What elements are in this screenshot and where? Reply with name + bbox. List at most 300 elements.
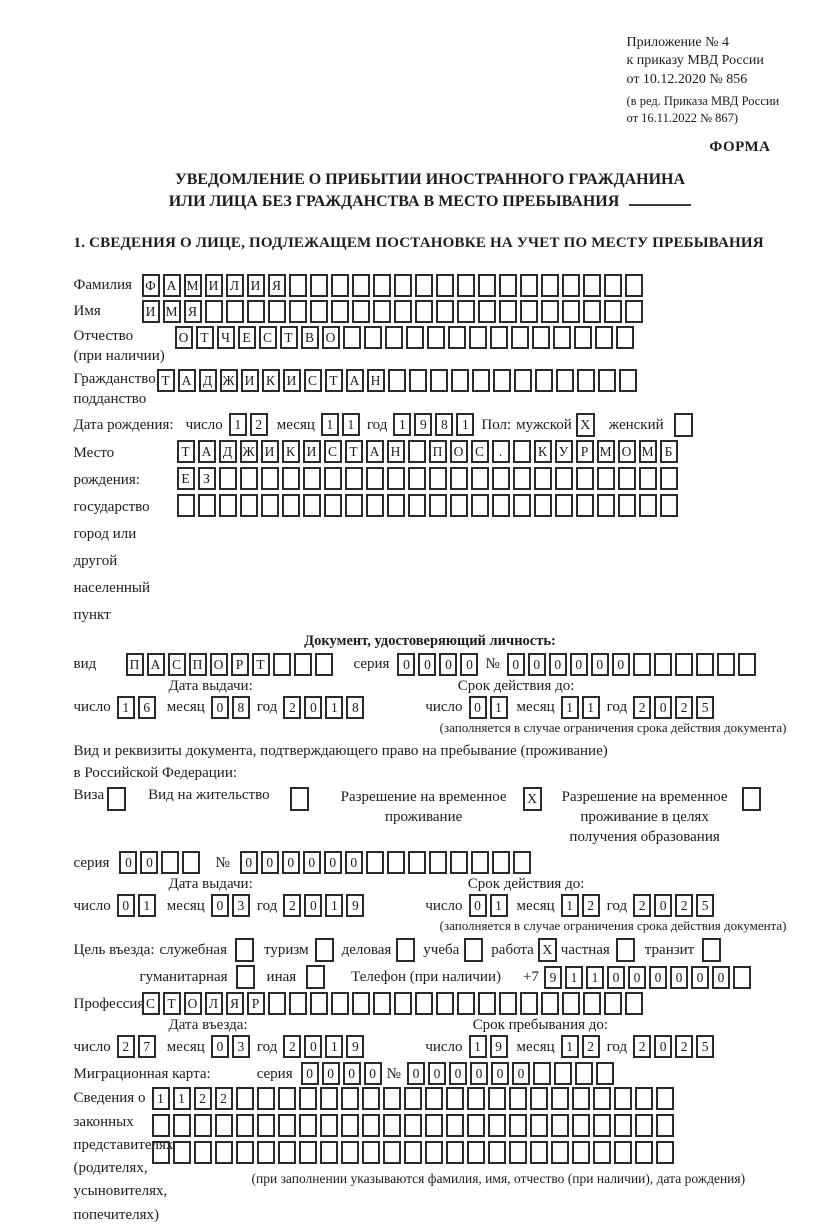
char-cell[interactable] xyxy=(593,1087,611,1110)
char-cell[interactable]: И xyxy=(142,300,160,323)
char-cell[interactable]: 1 xyxy=(325,894,343,917)
char-cell[interactable] xyxy=(733,966,751,989)
char-cell[interactable] xyxy=(345,467,363,490)
char-cell[interactable]: 2 xyxy=(675,894,693,917)
char-cell[interactable] xyxy=(520,300,538,323)
char-cell[interactable] xyxy=(257,1087,275,1110)
char-cell[interactable]: 0 xyxy=(428,1062,446,1085)
char-cell[interactable]: 0 xyxy=(282,851,300,874)
char-cell[interactable]: 0 xyxy=(460,653,478,676)
char-cell[interactable] xyxy=(415,274,433,297)
char-cell[interactable] xyxy=(562,274,580,297)
char-cell[interactable]: 0 xyxy=(261,851,279,874)
char-cell[interactable]: 1 xyxy=(173,1087,191,1110)
purpose-other-checkbox[interactable] xyxy=(306,965,325,989)
char-cell[interactable]: Ж xyxy=(240,440,258,463)
char-cell[interactable]: 0 xyxy=(304,1035,322,1058)
char-cell[interactable] xyxy=(554,1062,572,1085)
char-cell[interactable]: С xyxy=(324,440,342,463)
char-cell[interactable]: 0 xyxy=(469,696,487,719)
char-cell[interactable]: О xyxy=(322,326,340,349)
char-cell[interactable] xyxy=(257,1141,275,1164)
char-cell[interactable] xyxy=(488,1114,506,1137)
char-cell[interactable] xyxy=(429,494,447,517)
char-cell[interactable] xyxy=(362,1087,380,1110)
char-cell[interactable]: 1 xyxy=(325,696,343,719)
char-cell[interactable] xyxy=(268,992,286,1015)
char-cell[interactable] xyxy=(366,467,384,490)
char-cell[interactable] xyxy=(467,1114,485,1137)
char-cell[interactable] xyxy=(343,326,361,349)
char-cell[interactable]: 1 xyxy=(321,413,339,436)
char-cell[interactable]: М xyxy=(639,440,657,463)
char-cell[interactable] xyxy=(161,851,179,874)
char-cell[interactable] xyxy=(299,1087,317,1110)
char-cell[interactable]: Р xyxy=(576,440,594,463)
char-cell[interactable]: 1 xyxy=(561,894,579,917)
char-cell[interactable]: 1 xyxy=(561,696,579,719)
char-cell[interactable]: Ж xyxy=(220,369,238,392)
char-cell[interactable]: 0 xyxy=(491,1062,509,1085)
char-cell[interactable] xyxy=(261,494,279,517)
char-cell[interactable] xyxy=(509,1114,527,1137)
char-cell[interactable]: 1 xyxy=(469,1035,487,1058)
char-cell[interactable] xyxy=(450,851,468,874)
char-cell[interactable]: 2 xyxy=(633,894,651,917)
char-cell[interactable]: А xyxy=(163,274,181,297)
char-cell[interactable]: С xyxy=(168,653,186,676)
char-cell[interactable]: 2 xyxy=(675,696,693,719)
char-cell[interactable]: Т xyxy=(252,653,270,676)
char-cell[interactable] xyxy=(471,851,489,874)
char-cell[interactable]: 0 xyxy=(117,894,135,917)
char-cell[interactable]: П xyxy=(126,653,144,676)
char-cell[interactable]: Ф xyxy=(142,274,160,297)
char-cell[interactable] xyxy=(299,1141,317,1164)
char-cell[interactable] xyxy=(289,300,307,323)
char-cell[interactable] xyxy=(595,326,613,349)
char-cell[interactable]: 9 xyxy=(414,413,432,436)
char-cell[interactable] xyxy=(236,1114,254,1137)
char-cell[interactable] xyxy=(467,1141,485,1164)
char-cell[interactable] xyxy=(446,1141,464,1164)
char-cell[interactable] xyxy=(394,992,412,1015)
sex-female-checkbox[interactable] xyxy=(674,413,693,437)
char-cell[interactable]: О xyxy=(184,992,202,1015)
char-cell[interactable]: . xyxy=(492,440,510,463)
char-cell[interactable] xyxy=(294,653,312,676)
char-cell[interactable]: О xyxy=(450,440,468,463)
char-cell[interactable] xyxy=(656,1114,674,1137)
char-cell[interactable] xyxy=(362,1141,380,1164)
char-cell[interactable] xyxy=(408,440,426,463)
char-cell[interactable] xyxy=(583,300,601,323)
char-cell[interactable] xyxy=(436,992,454,1015)
char-cell[interactable] xyxy=(488,1087,506,1110)
char-cell[interactable] xyxy=(520,274,538,297)
char-cell[interactable] xyxy=(341,1087,359,1110)
char-cell[interactable]: Т xyxy=(345,440,363,463)
char-cell[interactable]: 8 xyxy=(232,696,250,719)
char-cell[interactable] xyxy=(425,1087,443,1110)
char-cell[interactable]: Р xyxy=(247,992,265,1015)
char-cell[interactable] xyxy=(520,992,538,1015)
purpose-humanitarian-checkbox[interactable] xyxy=(236,965,255,989)
char-cell[interactable] xyxy=(513,494,531,517)
char-cell[interactable]: Н xyxy=(387,440,405,463)
char-cell[interactable] xyxy=(553,326,571,349)
char-cell[interactable]: 0 xyxy=(469,894,487,917)
char-cell[interactable] xyxy=(404,1141,422,1164)
char-cell[interactable]: 0 xyxy=(570,653,588,676)
char-cell[interactable] xyxy=(383,1114,401,1137)
char-cell[interactable]: М xyxy=(184,274,202,297)
char-cell[interactable]: О xyxy=(210,653,228,676)
char-cell[interactable] xyxy=(205,300,223,323)
char-cell[interactable] xyxy=(303,467,321,490)
char-cell[interactable] xyxy=(541,992,559,1015)
char-cell[interactable]: А xyxy=(147,653,165,676)
char-cell[interactable] xyxy=(289,992,307,1015)
char-cell[interactable] xyxy=(457,300,475,323)
char-cell[interactable] xyxy=(240,467,258,490)
char-cell[interactable] xyxy=(194,1141,212,1164)
char-cell[interactable] xyxy=(425,1141,443,1164)
char-cell[interactable] xyxy=(182,851,200,874)
char-cell[interactable] xyxy=(152,1141,170,1164)
char-cell[interactable]: А xyxy=(178,369,196,392)
char-cell[interactable] xyxy=(282,494,300,517)
char-cell[interactable] xyxy=(383,1087,401,1110)
char-cell[interactable]: И xyxy=(247,274,265,297)
char-cell[interactable]: 8 xyxy=(346,696,364,719)
char-cell[interactable] xyxy=(614,1114,632,1137)
char-cell[interactable] xyxy=(173,1141,191,1164)
char-cell[interactable] xyxy=(404,1114,422,1137)
char-cell[interactable] xyxy=(387,467,405,490)
char-cell[interactable] xyxy=(394,300,412,323)
char-cell[interactable]: 0 xyxy=(345,851,363,874)
char-cell[interactable]: 0 xyxy=(364,1062,382,1085)
purpose-study-checkbox[interactable] xyxy=(464,938,483,962)
char-cell[interactable]: А xyxy=(366,440,384,463)
char-cell[interactable]: 2 xyxy=(117,1035,135,1058)
char-cell[interactable] xyxy=(619,369,637,392)
char-cell[interactable] xyxy=(373,992,391,1015)
char-cell[interactable]: П xyxy=(429,440,447,463)
char-cell[interactable] xyxy=(331,300,349,323)
char-cell[interactable]: 0 xyxy=(211,696,229,719)
char-cell[interactable] xyxy=(278,1141,296,1164)
char-cell[interactable] xyxy=(408,494,426,517)
char-cell[interactable]: А xyxy=(198,440,216,463)
char-cell[interactable] xyxy=(541,300,559,323)
char-cell[interactable] xyxy=(310,300,328,323)
char-cell[interactable] xyxy=(373,300,391,323)
char-cell[interactable] xyxy=(341,1141,359,1164)
char-cell[interactable] xyxy=(577,369,595,392)
char-cell[interactable] xyxy=(320,1114,338,1137)
char-cell[interactable] xyxy=(415,992,433,1015)
char-cell[interactable] xyxy=(574,326,592,349)
char-cell[interactable]: 9 xyxy=(346,1035,364,1058)
char-cell[interactable]: 0 xyxy=(654,1035,672,1058)
char-cell[interactable]: В xyxy=(301,326,319,349)
char-cell[interactable] xyxy=(499,274,517,297)
char-cell[interactable] xyxy=(513,851,531,874)
char-cell[interactable]: 2 xyxy=(582,894,600,917)
char-cell[interactable]: С xyxy=(259,326,277,349)
char-cell[interactable] xyxy=(597,467,615,490)
char-cell[interactable] xyxy=(492,494,510,517)
char-cell[interactable]: 1 xyxy=(117,696,135,719)
char-cell[interactable] xyxy=(448,326,466,349)
char-cell[interactable]: 5 xyxy=(696,894,714,917)
temp-residence-checkbox[interactable]: X xyxy=(523,787,542,811)
char-cell[interactable] xyxy=(299,1114,317,1137)
char-cell[interactable]: К xyxy=(282,440,300,463)
char-cell[interactable] xyxy=(450,467,468,490)
char-cell[interactable] xyxy=(633,653,651,676)
char-cell[interactable] xyxy=(738,653,756,676)
char-cell[interactable] xyxy=(513,440,531,463)
char-cell[interactable] xyxy=(530,1141,548,1164)
char-cell[interactable] xyxy=(583,274,601,297)
char-cell[interactable] xyxy=(406,326,424,349)
purpose-private-checkbox[interactable] xyxy=(616,938,635,962)
char-cell[interactable]: 0 xyxy=(119,851,137,874)
char-cell[interactable] xyxy=(535,369,553,392)
char-cell[interactable] xyxy=(575,1062,593,1085)
char-cell[interactable] xyxy=(385,326,403,349)
char-cell[interactable]: 0 xyxy=(324,851,342,874)
char-cell[interactable] xyxy=(240,494,258,517)
char-cell[interactable]: 0 xyxy=(449,1062,467,1085)
char-cell[interactable] xyxy=(310,274,328,297)
char-cell[interactable]: 0 xyxy=(397,653,415,676)
char-cell[interactable] xyxy=(273,653,291,676)
char-cell[interactable]: 0 xyxy=(654,696,672,719)
char-cell[interactable] xyxy=(656,1087,674,1110)
char-cell[interactable] xyxy=(551,1141,569,1164)
char-cell[interactable]: С xyxy=(471,440,489,463)
char-cell[interactable]: 7 xyxy=(138,1035,156,1058)
char-cell[interactable] xyxy=(457,274,475,297)
char-cell[interactable] xyxy=(604,300,622,323)
char-cell[interactable] xyxy=(471,494,489,517)
char-cell[interactable]: К xyxy=(262,369,280,392)
char-cell[interactable] xyxy=(717,653,735,676)
char-cell[interactable] xyxy=(555,467,573,490)
char-cell[interactable] xyxy=(597,494,615,517)
char-cell[interactable]: 1 xyxy=(561,1035,579,1058)
char-cell[interactable]: Т xyxy=(157,369,175,392)
char-cell[interactable]: 9 xyxy=(490,1035,508,1058)
char-cell[interactable]: 1 xyxy=(490,696,508,719)
char-cell[interactable] xyxy=(436,300,454,323)
char-cell[interactable]: А xyxy=(346,369,364,392)
char-cell[interactable]: 0 xyxy=(654,894,672,917)
char-cell[interactable] xyxy=(352,992,370,1015)
char-cell[interactable]: О xyxy=(175,326,193,349)
char-cell[interactable]: 0 xyxy=(549,653,567,676)
char-cell[interactable] xyxy=(215,1114,233,1137)
char-cell[interactable]: И xyxy=(205,274,223,297)
purpose-business-checkbox[interactable] xyxy=(235,938,254,962)
char-cell[interactable] xyxy=(198,494,216,517)
char-cell[interactable]: О xyxy=(618,440,636,463)
char-cell[interactable] xyxy=(618,467,636,490)
char-cell[interactable] xyxy=(604,274,622,297)
char-cell[interactable] xyxy=(551,1114,569,1137)
char-cell[interactable]: 1 xyxy=(456,413,474,436)
char-cell[interactable] xyxy=(562,992,580,1015)
sex-male-checkbox[interactable]: X xyxy=(576,413,595,437)
char-cell[interactable] xyxy=(324,494,342,517)
char-cell[interactable] xyxy=(341,1114,359,1137)
char-cell[interactable] xyxy=(583,992,601,1015)
char-cell[interactable]: 2 xyxy=(633,696,651,719)
char-cell[interactable]: 1 xyxy=(152,1087,170,1110)
char-cell[interactable]: 2 xyxy=(633,1035,651,1058)
char-cell[interactable] xyxy=(478,274,496,297)
char-cell[interactable]: 0 xyxy=(607,966,625,989)
char-cell[interactable]: 6 xyxy=(138,696,156,719)
char-cell[interactable]: 0 xyxy=(439,653,457,676)
char-cell[interactable] xyxy=(261,467,279,490)
char-cell[interactable] xyxy=(430,369,448,392)
char-cell[interactable] xyxy=(696,653,714,676)
char-cell[interactable] xyxy=(352,274,370,297)
char-cell[interactable] xyxy=(604,992,622,1015)
char-cell[interactable] xyxy=(387,494,405,517)
char-cell[interactable]: И xyxy=(261,440,279,463)
char-cell[interactable] xyxy=(152,1114,170,1137)
char-cell[interactable] xyxy=(514,369,532,392)
purpose-tourism-checkbox[interactable] xyxy=(315,938,334,962)
char-cell[interactable] xyxy=(408,467,426,490)
char-cell[interactable]: 3 xyxy=(232,894,250,917)
char-cell[interactable]: Р xyxy=(231,653,249,676)
char-cell[interactable] xyxy=(596,1062,614,1085)
char-cell[interactable]: Т xyxy=(280,326,298,349)
char-cell[interactable] xyxy=(324,467,342,490)
residence-permit-checkbox[interactable] xyxy=(290,787,309,811)
char-cell[interactable] xyxy=(331,992,349,1015)
char-cell[interactable] xyxy=(268,300,286,323)
char-cell[interactable]: У xyxy=(555,440,573,463)
char-cell[interactable] xyxy=(625,274,643,297)
char-cell[interactable] xyxy=(499,300,517,323)
char-cell[interactable]: Е xyxy=(238,326,256,349)
char-cell[interactable] xyxy=(310,992,328,1015)
char-cell[interactable]: 0 xyxy=(470,1062,488,1085)
char-cell[interactable] xyxy=(513,467,531,490)
char-cell[interactable]: Д xyxy=(219,440,237,463)
char-cell[interactable] xyxy=(656,1141,674,1164)
char-cell[interactable] xyxy=(533,1062,551,1085)
char-cell[interactable]: 3 xyxy=(232,1035,250,1058)
char-cell[interactable] xyxy=(320,1087,338,1110)
char-cell[interactable]: Я xyxy=(226,992,244,1015)
char-cell[interactable]: Л xyxy=(205,992,223,1015)
char-cell[interactable] xyxy=(177,494,195,517)
char-cell[interactable]: Т xyxy=(196,326,214,349)
char-cell[interactable]: Я xyxy=(184,300,202,323)
char-cell[interactable]: 0 xyxy=(343,1062,361,1085)
char-cell[interactable] xyxy=(215,1141,233,1164)
char-cell[interactable] xyxy=(469,326,487,349)
char-cell[interactable] xyxy=(625,992,643,1015)
char-cell[interactable]: М xyxy=(597,440,615,463)
char-cell[interactable]: К xyxy=(534,440,552,463)
char-cell[interactable] xyxy=(614,1087,632,1110)
char-cell[interactable]: 2 xyxy=(283,696,301,719)
char-cell[interactable] xyxy=(576,494,594,517)
char-cell[interactable]: П xyxy=(189,653,207,676)
char-cell[interactable] xyxy=(352,300,370,323)
char-cell[interactable] xyxy=(236,1141,254,1164)
char-cell[interactable] xyxy=(593,1141,611,1164)
char-cell[interactable]: 0 xyxy=(301,1062,319,1085)
char-cell[interactable]: З xyxy=(198,467,216,490)
char-cell[interactable] xyxy=(366,494,384,517)
char-cell[interactable] xyxy=(429,851,447,874)
char-cell[interactable] xyxy=(409,369,427,392)
char-cell[interactable]: 0 xyxy=(528,653,546,676)
char-cell[interactable]: 1 xyxy=(138,894,156,917)
char-cell[interactable]: 0 xyxy=(240,851,258,874)
char-cell[interactable] xyxy=(388,369,406,392)
purpose-work-checkbox[interactable]: X xyxy=(538,938,557,962)
char-cell[interactable] xyxy=(450,494,468,517)
char-cell[interactable]: 0 xyxy=(649,966,667,989)
char-cell[interactable] xyxy=(394,274,412,297)
char-cell[interactable]: Я xyxy=(268,274,286,297)
char-cell[interactable]: И xyxy=(241,369,259,392)
char-cell[interactable]: 5 xyxy=(696,696,714,719)
char-cell[interactable] xyxy=(675,653,693,676)
char-cell[interactable] xyxy=(493,369,511,392)
char-cell[interactable]: 2 xyxy=(283,1035,301,1058)
char-cell[interactable] xyxy=(532,326,550,349)
char-cell[interactable]: 1 xyxy=(229,413,247,436)
char-cell[interactable]: 0 xyxy=(612,653,630,676)
purpose-transit-checkbox[interactable] xyxy=(702,938,721,962)
char-cell[interactable] xyxy=(451,369,469,392)
char-cell[interactable] xyxy=(364,326,382,349)
char-cell[interactable] xyxy=(499,992,517,1015)
char-cell[interactable] xyxy=(446,1114,464,1137)
char-cell[interactable]: 8 xyxy=(435,413,453,436)
char-cell[interactable] xyxy=(534,494,552,517)
char-cell[interactable] xyxy=(530,1087,548,1110)
char-cell[interactable]: М xyxy=(163,300,181,323)
char-cell[interactable]: 0 xyxy=(211,1035,229,1058)
char-cell[interactable] xyxy=(425,1114,443,1137)
char-cell[interactable] xyxy=(511,326,529,349)
char-cell[interactable]: 0 xyxy=(322,1062,340,1085)
char-cell[interactable] xyxy=(247,300,265,323)
char-cell[interactable] xyxy=(572,1087,590,1110)
char-cell[interactable] xyxy=(660,467,678,490)
char-cell[interactable] xyxy=(472,369,490,392)
char-cell[interactable] xyxy=(373,274,391,297)
char-cell[interactable]: 2 xyxy=(250,413,268,436)
char-cell[interactable]: 0 xyxy=(628,966,646,989)
char-cell[interactable] xyxy=(635,1087,653,1110)
char-cell[interactable]: 0 xyxy=(140,851,158,874)
